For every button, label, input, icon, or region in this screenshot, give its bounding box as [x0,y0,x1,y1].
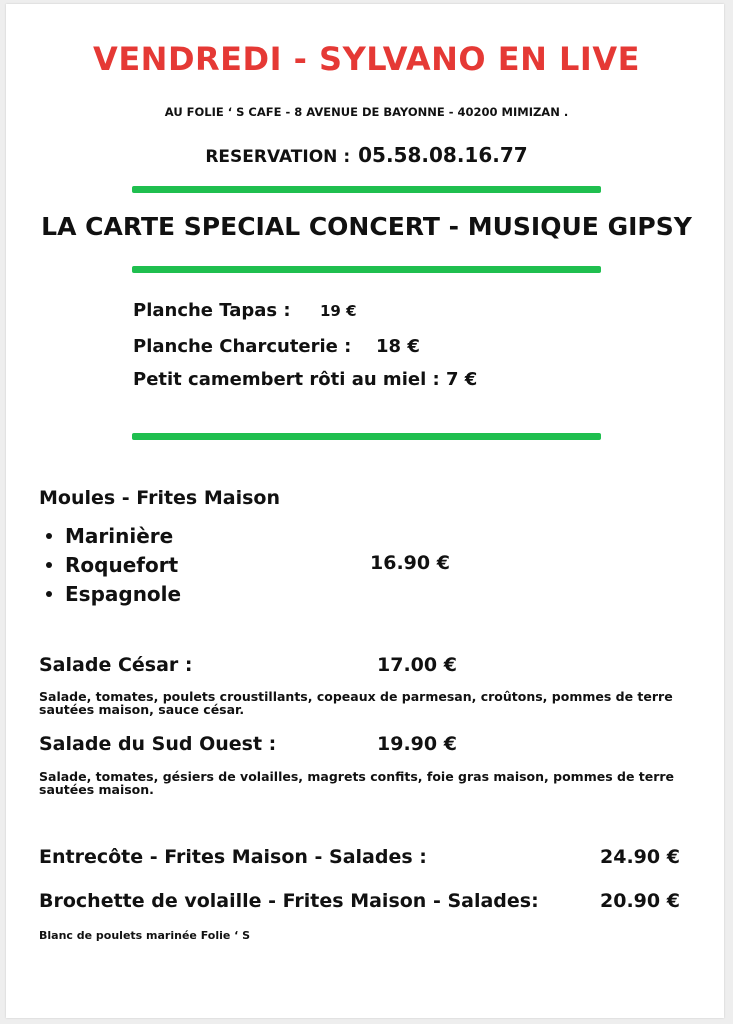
salade-cesar-price: 17.00 € [377,654,457,676]
salade-cesar-name: Salade César : [39,654,193,676]
bullet-icon [46,562,52,568]
reservation-phone: 05.58.08.16.77 [358,143,528,167]
moules-option: Marinière [65,524,174,548]
starter-price: 18 € [376,336,420,357]
moules-title: Moules - Frites Maison [39,487,280,509]
list-item [46,580,181,609]
brochette-name: Brochette de volaille - Frites Maison - Salades: [39,890,539,912]
green-divider [132,186,601,193]
list-item [46,522,181,551]
moules-option: Roquefort [65,553,179,577]
starter-name: Petit camembert rôti au miel : 7 € [133,369,478,390]
starter-price: 19 € [320,302,357,320]
brochette-note: Blanc de poulets marinée Folie ‘ S [39,929,251,942]
salade-sud-ouest-description: Salade, tomates, gésiers de volailles, magrets confits, foie gras maison, pommes de terre sautées maison. [39,769,675,797]
green-divider [132,433,601,440]
salade-sud-ouest-price: 19.90 € [377,733,457,755]
salade-cesar-description: Salade, tomates, poulets croustillants, copeaux de parmesan, croûtons, pommes de terre sautées maison, sauce césar. [39,689,673,717]
list-item [46,551,181,580]
salade-sud-ouest-name: Salade du Sud Ouest : [39,733,277,755]
entrecote-name: Entrecôte - Frites Maison - Salades : [39,846,427,868]
brochette-price: 20.90 € [600,890,680,912]
moules-option: Espagnole [65,582,182,606]
green-divider [132,266,601,273]
bullet-icon [46,533,52,539]
entrecote-price: 24.90 € [600,846,680,868]
starter-name: Planche Charcuterie : [133,336,352,357]
reservation-label: RESERVATION : [205,147,351,167]
venue-address: AU FOLIE ‘ S CAFE - 8 AVENUE DE BAYONNE - 40200 MIMIZAN . [164,105,569,119]
event-title: VENDREDI - SYLVANO EN LIVE [93,40,640,78]
menu-heading: LA CARTE SPECIAL CONCERT - MUSIQUE GIPSY [41,212,692,241]
starter-name: Planche Tapas : [133,300,291,321]
reservation-line [0,143,733,167]
bullet-icon [46,591,52,597]
moules-price: 16.90 € [370,552,450,574]
moules-options [46,522,181,609]
